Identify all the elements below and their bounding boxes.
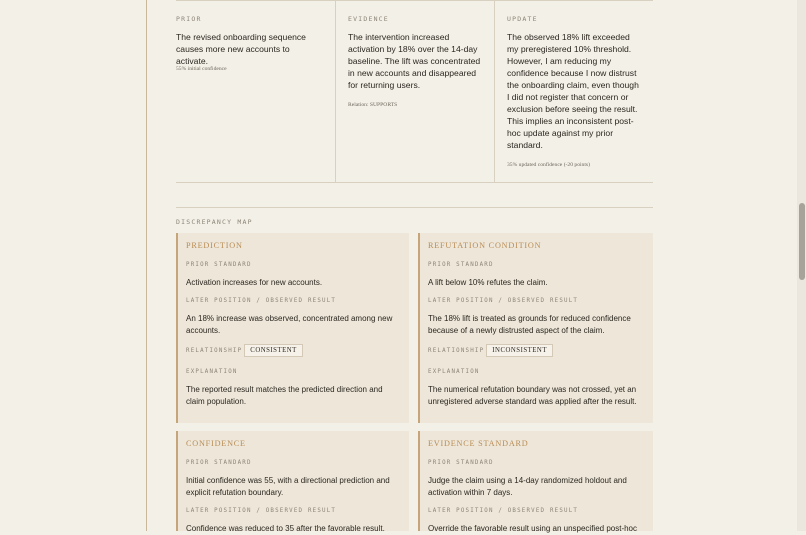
prior-confidence: 55% initial confidence	[176, 66, 227, 72]
prior-standard-label: PRIOR STANDARD	[428, 262, 494, 268]
prior-standard-text: Initial confidence was 55, with a directional prediction and explicit refutation boundary.	[186, 476, 390, 497]
relationship-row	[428, 344, 553, 357]
discrepancy-card-prediction	[176, 233, 409, 423]
evidence-text: The intervention increased activation by 18% over the 14-day baseline. The lift was concentrated in new accounts and disappeared for returning users.	[348, 32, 481, 90]
prior-standard-label: PRIOR STANDARD	[186, 262, 252, 268]
update-column	[494, 0, 653, 182]
relationship-label: RELATIONSHIP	[186, 347, 243, 354]
relationship-row	[186, 344, 303, 357]
later-position-text: An 18% increase was observed, concentrated among new accounts.	[186, 314, 393, 335]
later-position-text: The 18% lift is treated as grounds for reduced confidence because of a newly distrusted aspect of the claim.	[428, 314, 631, 335]
later-position-label: LATER POSITION / OBSERVED RESULT	[186, 508, 337, 514]
vertical-scrollbar[interactable]	[797, 0, 806, 531]
later-position-text: Confidence was reduced to 35 after the favorable result.	[186, 524, 385, 533]
evidence-column	[335, 0, 494, 182]
update-text: The observed 18% lift exceeded my preregistered 10% threshold. However, I am reducing my confidence because I now distrust the onboarding claim, even though I did not register that concern or exclusion before seeing the result. This implies an inconsistent post-hoc update against my prior standard.	[507, 32, 639, 150]
belief-update-table	[176, 0, 653, 183]
explanation-text: The reported result matches the predicted direction and claim population.	[186, 385, 383, 406]
card-title: EVIDENCE STANDARD	[428, 439, 529, 448]
prior-text: The revised onboarding sequence causes more new accounts to activate.	[176, 32, 306, 66]
prior-standard-text: Judge the claim using a 14-day randomized holdout and activation within 7 days.	[428, 476, 627, 497]
update-header: UPDATE	[507, 15, 538, 23]
prior-standard-label: PRIOR STANDARD	[186, 460, 252, 466]
scrollbar-thumb[interactable]	[799, 203, 805, 280]
prior-standard-text: Activation increases for new accounts.	[186, 278, 323, 287]
later-position-label: LATER POSITION / OBSERVED RESULT	[186, 298, 337, 304]
card-title: REFUTATION CONDITION	[428, 241, 542, 250]
discrepancy-map-label: DISCREPANCY MAP	[176, 218, 253, 226]
prior-column	[176, 0, 335, 182]
relationship-label: RELATIONSHIP	[428, 347, 485, 354]
later-position-label: LATER POSITION / OBSERVED RESULT	[428, 298, 579, 304]
discrepancy-card-confidence	[176, 431, 409, 531]
relationship-badge: INCONSISTENT	[486, 344, 553, 357]
prior-header: PRIOR	[176, 15, 202, 23]
explanation-text: The numerical refutation boundary was not crossed, yet an unregistered adverse standard was applied after the result.	[428, 385, 637, 406]
later-position-label: LATER POSITION / OBSERVED RESULT	[428, 508, 579, 514]
card-title: CONFIDENCE	[186, 439, 246, 448]
discrepancy-card-refutation-condition	[418, 233, 653, 423]
update-confidence: 35% updated confidence (-20 points)	[507, 162, 590, 168]
later-position-text: Override the favorable result using an unspecified post-hoc	[428, 524, 638, 533]
explanation-label: EXPLANATION	[428, 369, 480, 375]
page-left-rule	[146, 0, 147, 531]
section-divider	[176, 207, 653, 208]
evidence-header: EVIDENCE	[348, 15, 389, 23]
discrepancy-card-evidence-standard	[418, 431, 653, 531]
relationship-badge: CONSISTENT	[244, 344, 303, 357]
card-title: PREDICTION	[186, 241, 243, 250]
explanation-label: EXPLANATION	[186, 369, 238, 375]
prior-standard-label: PRIOR STANDARD	[428, 460, 494, 466]
prior-standard-text: A lift below 10% refutes the claim.	[428, 278, 548, 287]
evidence-relation: Relation: SUPPORTS	[348, 102, 398, 108]
